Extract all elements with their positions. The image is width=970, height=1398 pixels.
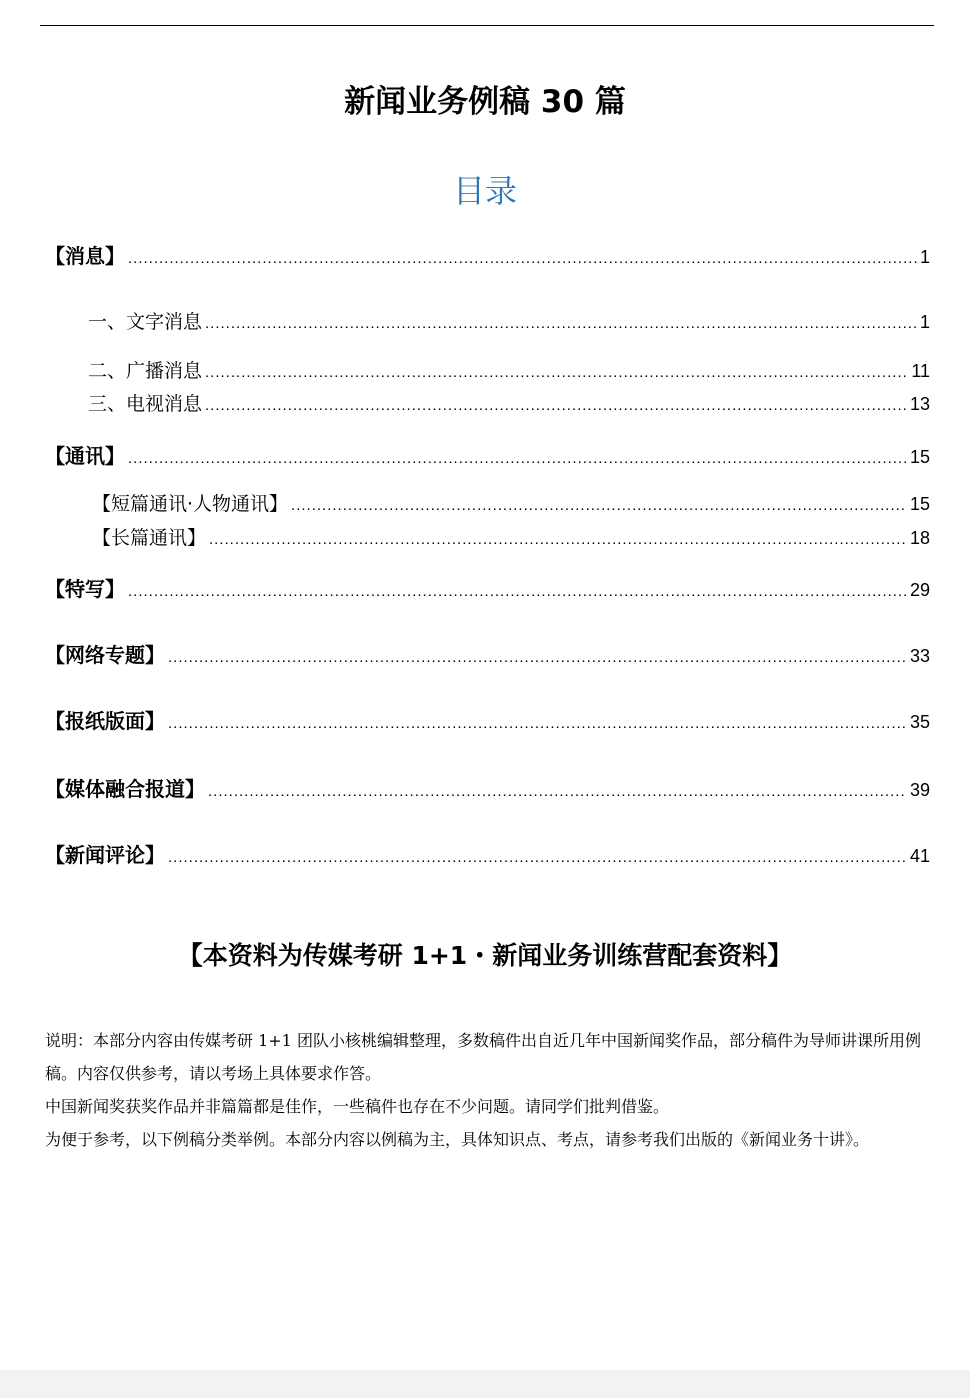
dot-leader bbox=[128, 445, 907, 473]
toc-entry-page: 15 bbox=[909, 494, 930, 514]
document-title: 新闻业务例稿 30 篇 bbox=[344, 84, 626, 120]
toc-entry-page: 41 bbox=[909, 846, 930, 866]
toc-entry-label: 【短篇通讯·人物通讯】 bbox=[92, 493, 289, 515]
toc-entry-label: 【通讯】 bbox=[45, 444, 125, 468]
toc-entry-label: 【特写】 bbox=[45, 577, 125, 601]
dot-leader bbox=[209, 526, 907, 554]
note-paragraph: 中国新闻奖获奖作品并非篇篇都是佳作，一些稿件也存在不少问题。请同学们批判借鉴。 bbox=[45, 1097, 670, 1116]
dot-leader bbox=[291, 492, 907, 520]
toc-entry[interactable] bbox=[45, 242, 930, 270]
toc-heading: 目录 bbox=[452, 172, 517, 210]
dot-leader bbox=[208, 778, 907, 806]
toc-entry-label: 【报纸版面】 bbox=[45, 709, 165, 733]
toc-entry-page: 33 bbox=[909, 646, 930, 666]
toc-entry[interactable] bbox=[92, 490, 930, 518]
toc-entry-label: 【新闻评论】 bbox=[45, 843, 165, 867]
toc-entry[interactable] bbox=[45, 641, 930, 669]
toc-entry[interactable] bbox=[45, 575, 930, 603]
toc-entry-label: 【网络专题】 bbox=[45, 643, 165, 667]
toc-entry-page: 1 bbox=[919, 247, 930, 267]
dot-leader bbox=[168, 844, 907, 872]
toc-entry[interactable] bbox=[45, 841, 930, 869]
toc-entry-label: 一、文字消息 bbox=[88, 311, 203, 333]
toc-entry-label: 三、电视消息 bbox=[88, 393, 203, 415]
note-paragraph: 为便于参考，以下例稿分类举例。本部分内容以例稿为主，具体知识点、考点，请参考我们出版的《新闻业务十讲》。 bbox=[45, 1130, 870, 1149]
toc-entry-label: 【媒体融合报道】 bbox=[45, 777, 205, 801]
toc-entry[interactable] bbox=[88, 308, 930, 336]
toc-entry[interactable] bbox=[88, 390, 930, 418]
notes bbox=[45, 1024, 935, 1156]
dot-leader bbox=[168, 644, 907, 672]
dot-leader bbox=[128, 245, 917, 273]
toc-entry-label: 二、广播消息 bbox=[88, 360, 203, 382]
toc-entry-page: 35 bbox=[909, 712, 930, 732]
toc-entry-page: 13 bbox=[909, 394, 930, 414]
toc-entry[interactable] bbox=[45, 442, 930, 470]
toc-entry-page: 39 bbox=[909, 780, 930, 800]
dot-leader bbox=[168, 710, 907, 738]
note-paragraph: 说明：本部分内容由传媒考研 1+1 团队小核桃编辑整理，多数稿件出自近几年中国新闻奖作品，部分稿件为导师讲课所用例稿。内容仅供参考，请以考场上具体要求作答。 bbox=[45, 1031, 921, 1083]
toc-entry-page: 18 bbox=[909, 528, 930, 548]
page-bottom-edge bbox=[0, 1370, 970, 1398]
toc-entry-page: 15 bbox=[909, 447, 930, 467]
toc-entry-label: 【消息】 bbox=[45, 244, 125, 268]
toc-entry-page: 1 bbox=[919, 312, 930, 332]
toc-entry-page: 11 bbox=[911, 361, 930, 381]
toc-entry[interactable] bbox=[92, 524, 930, 552]
dot-leader bbox=[205, 359, 908, 387]
toc-entry-label: 【长篇通讯】 bbox=[92, 527, 207, 549]
toc-entry[interactable] bbox=[88, 357, 930, 385]
dot-leader bbox=[205, 310, 917, 338]
toc-entry-page: 29 bbox=[909, 580, 930, 600]
dot-leader bbox=[205, 392, 907, 420]
toc-entry[interactable] bbox=[45, 707, 930, 735]
header-rule bbox=[40, 25, 934, 26]
toc-entry[interactable] bbox=[45, 775, 930, 803]
dot-leader bbox=[128, 578, 907, 606]
banner-text: 【本资料为传媒考研 1+1・新闻业务训练营配套资料】 bbox=[177, 941, 793, 970]
